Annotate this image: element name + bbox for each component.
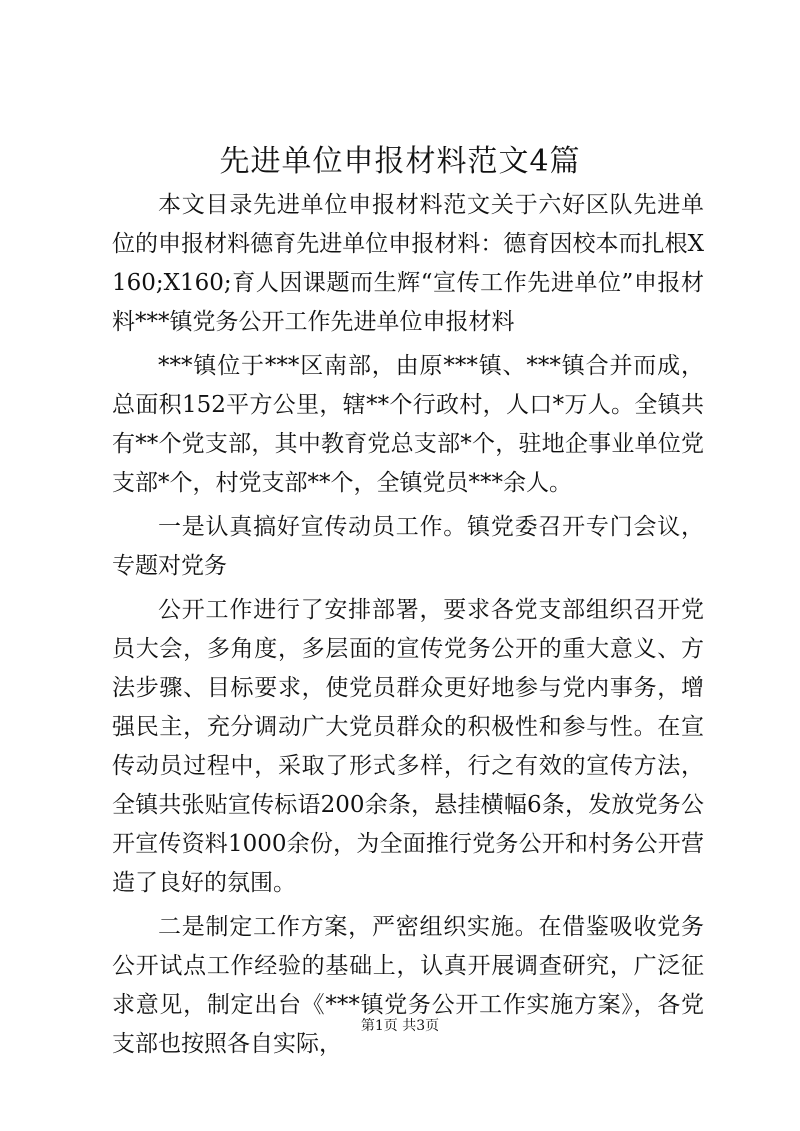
paragraph-point-one: 一是认真搞好宣传动员工作。镇党委召开专门会议，专题对党务 bbox=[112, 514, 704, 579]
document-body bbox=[112, 186, 704, 1069]
paragraph-town-overview: ***镇位于***区南部，由原***镇、***镇合并而成，总面积152平方公里，辖**个行政村，人口*万人。全镇共有**个党支部，其中教育党总支部*个，驻地企事业单位党支部*个，村党支部**个，全镇党员***余人。 bbox=[112, 353, 704, 496]
page-number-footer: 第1页 共3页 bbox=[360, 1018, 440, 1034]
paragraph-point-two: 二是制定工作方案，严密组织实施。在借鉴吸收党务公开试点工作经验的基础上，认真开展调查研究，广泛征求意见，制定出台《***镇党务公开工作实施方案》，各党支部也按照各自实际， bbox=[112, 914, 704, 1057]
document-title: 先进单位申报材料范文4篇 bbox=[219, 144, 581, 179]
paragraph-publicity: 公开工作进行了安排部署，要求各党支部组织召开党员大会，多角度，多层面的宣传党务公开的重大意义、方法步骤、目标要求，使党员群众更好地参与党内事务，增强民主，充分调动广大党员群众的积极性和参与性。在宣传动员过程中，采取了形式多样，行之有效的宣传方法，全镇共张贴宣传标语200余条，悬挂横幅6条，发放党务公开宣传资料1000余份，为全面推行党务公开和村务公开营造了良好的氛围。 bbox=[112, 597, 704, 896]
paragraph-contents: 本文目录先进单位申报材料范文关于六好区队先进单位的申报材料德育先进单位申报材料：德育因校本而扎根X160;X160;育人因课题而生辉“宣传工作先进单位”申报材料***镇党务公开工作先进单位申报材料 bbox=[112, 192, 704, 335]
